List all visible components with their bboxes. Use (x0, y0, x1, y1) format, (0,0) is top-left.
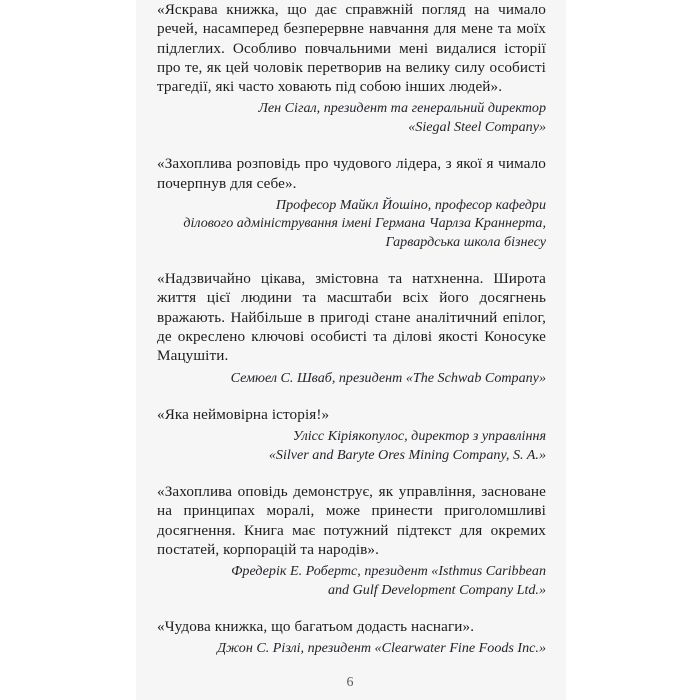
attribution-line: Джон С. Різлі, президент «Clearwater Fine Foods Inc.» (217, 640, 546, 657)
testimonial-block (157, 0, 546, 136)
attribution-line: Гарвардська школа бізнесу (385, 233, 546, 250)
testimonial-attribution (157, 562, 546, 599)
spacer (157, 251, 546, 269)
testimonial-text: «Чудова книжка, що багатьом додасть наснаги». (157, 618, 475, 636)
testimonial-text: «Захоплива оповідь демонструє, як управління, засноване на принципах моралі, може принести приголомшливі досягнення. Книга має потужний підтекст для окремих постатей, корпорацій та народів». (157, 483, 546, 558)
testimonial-block (157, 617, 546, 658)
testimonial-attribution (157, 427, 546, 464)
testimonial-attribution (157, 639, 546, 657)
attribution-line: Семюел С. Шваб, президент «The Schwab Company» (230, 369, 546, 386)
attribution-line: «Siegal Steel Company» (408, 118, 546, 135)
attribution-line: Улісс Кіріякопулос, директор з управління (292, 428, 546, 445)
testimonial-block (157, 269, 546, 387)
attribution-line: ділового адміністрування імені Германа Чарлза Краннерта, (183, 215, 546, 232)
attribution-line: Лен Сігал, президент та генеральний директор (258, 100, 546, 117)
testimonial-attribution (157, 99, 546, 136)
attribution-line: Фредерік Е. Робертс, президент «Isthmus Caribbean (231, 563, 546, 580)
page-number: 6 (346, 675, 354, 690)
spacer (157, 387, 546, 405)
spacer (157, 464, 546, 482)
attribution-line: Професор Майкл Йошіно, професор кафедри (275, 196, 546, 213)
testimonial-text: «Яка неймовірна історія!» (157, 406, 330, 423)
spacer (157, 599, 546, 617)
testimonials-column (157, 0, 546, 700)
attribution-line: «Silver and Baryte Ores Mining Company, S. A.» (268, 446, 546, 463)
testimonial-text: «Надзвичайно цікава, змістовна та натхненна. Широта життя цієї людини та масштаби всіх його досягнень вражають. Найбільше в пригоді стане аналітичний епілог, де окреслено ключові особисті та ділові якості Коносуке Мацушіти. (157, 270, 546, 365)
testimonial-text: «Яскрава книжка, що дає справжній погляд на чимало речей, насамперед безперервне навчання для мене та моїх підлеглих. Особливо повчальними мені видалися історії про те, як цей чоловік перетворив на велику силу особисті трагедії, які часто ховають під собою інших людей». (157, 1, 546, 96)
testimonial-text: «Захоплива розповідь про чудового лідера, з якої я чимало почерпнув для себе». (157, 155, 546, 192)
testimonial-attribution (157, 196, 546, 251)
testimonial-block (157, 405, 546, 464)
attribution-line: and Gulf Development Company Ltd.» (327, 581, 546, 598)
testimonial-block (157, 482, 546, 599)
spacer (157, 136, 546, 154)
testimonial-attribution (157, 369, 546, 387)
testimonial-block (157, 154, 546, 251)
